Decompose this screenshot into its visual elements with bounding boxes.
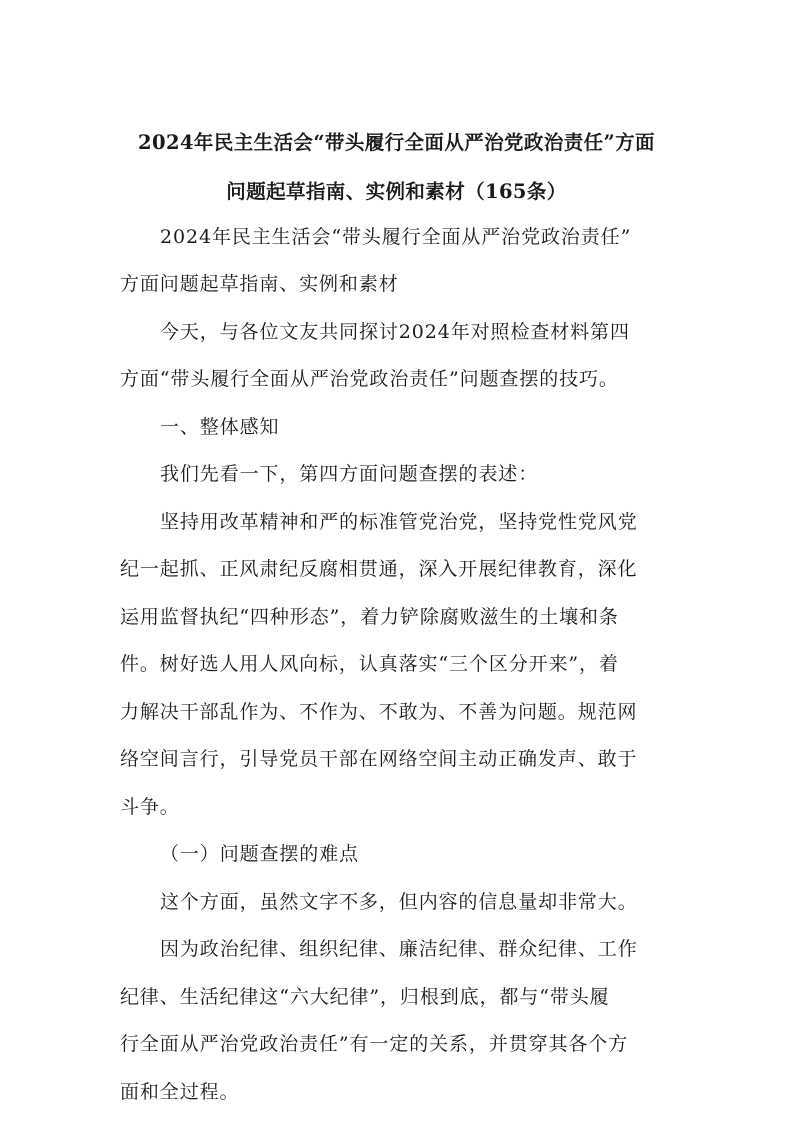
paragraph-line: 这个方面，虽然文字不多，但内容的信息量却非常大。	[160, 891, 638, 913]
document-title-line-1: 2024年民主生活会“带头履行全面从严治党政治责任”方面	[138, 131, 655, 154]
paragraph-line: 我们先看一下，第四方面问题查摆的表述：	[160, 463, 539, 485]
paragraph-line: 方面问题起草指南、实例和素材	[120, 273, 399, 295]
paragraph-line: 纪一起抓、正风肃纪反腐相贯通，深入开展纪律教育，深化	[120, 558, 638, 580]
paragraph-line: 件。树好选人用人风向标，认真落实“三个区分开来”，着	[120, 653, 619, 675]
paragraph-line: 运用监督执纪“四种形态”，着力铲除腐败滋生的土壤和条	[120, 606, 619, 628]
paragraph-line: 络空间言行，引导党员干部在网络空间主动正确发声、敢于	[120, 748, 638, 770]
paragraph-line: 纪律、生活纪律这“六大纪律”，归根到底，都与“带头履	[120, 986, 610, 1008]
paragraph-line: 行全面从严治党政治责任”有一定的关系，并贯穿其各个方	[120, 1033, 629, 1055]
paragraph-line: 斗争。	[120, 796, 180, 818]
document-title-line-2: 问题起草指南、实例和素材（165条）	[226, 180, 567, 203]
paragraph-line: 2024年民主生活会“带头履行全面从严治党政治责任”	[160, 226, 632, 248]
paragraph-line: 方面“带头履行全面从严治党政治责任”问题查摆的技巧。	[120, 368, 619, 390]
paragraph-line: 面和全过程。	[120, 1081, 240, 1103]
section-heading: 一、整体感知	[160, 416, 280, 438]
paragraph-line: 坚持用改革精神和严的标准管党治党，坚持党性党风党	[160, 511, 638, 533]
paragraph-line: 因为政治纪律、组织纪律、廉洁纪律、群众纪律、工作	[160, 938, 638, 960]
paragraph-line: 今天，与各位文友共同探讨2024年对照检查材料第四	[160, 321, 630, 343]
paragraph-line: 力解决干部乱作为、不作为、不敢为、不善为问题。规范网	[120, 701, 638, 723]
subsection-heading: （一）问题查摆的难点	[160, 843, 360, 865]
